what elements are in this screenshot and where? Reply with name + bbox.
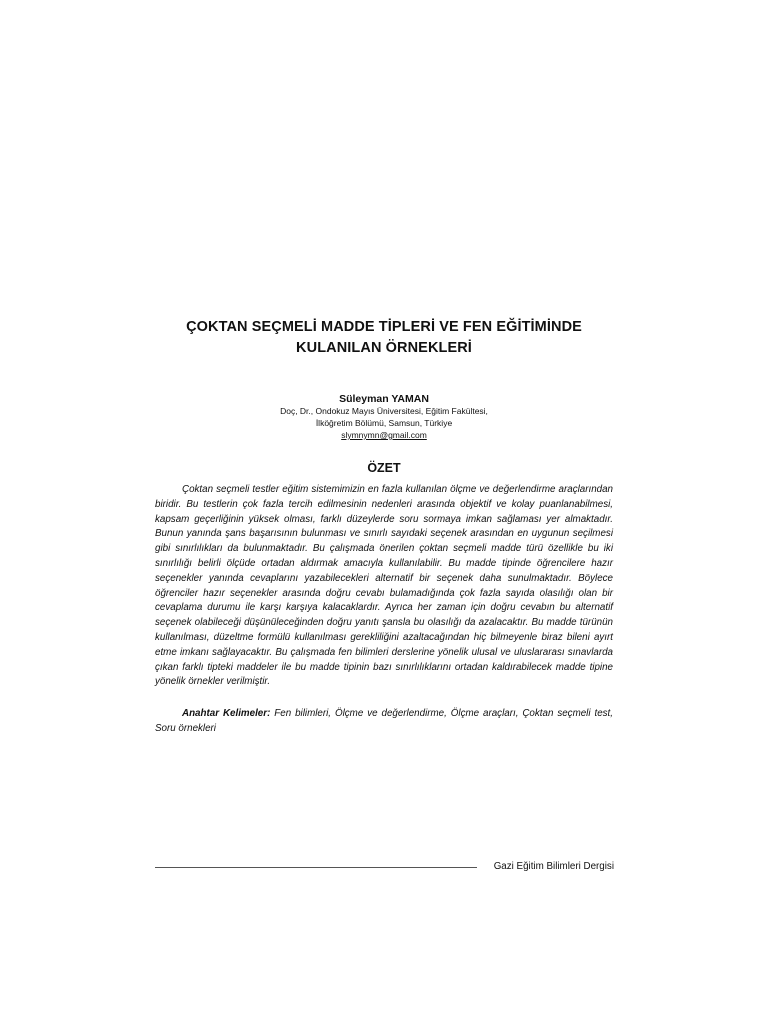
footer-journal-name: Gazi Eğitim Bilimleri Dergisi — [493, 861, 614, 872]
title-line-2: KULANILAN ÖRNEKLERİ — [296, 340, 472, 356]
author-affiliation-line-2: İlköğretim Bölümü, Samsun, Türkiye — [315, 417, 453, 428]
keywords-label: Anahtar Kelimeler: — [182, 708, 271, 719]
author-affiliation-line-1: Doç, Dr., Ondokuz Mayıs Üniversitesi, Eğitim Fakültesi, — [280, 406, 488, 416]
keywords — [155, 707, 613, 737]
author-block — [0, 392, 768, 441]
author-name: Süleyman YAMAN — [339, 393, 429, 405]
footer-divider — [155, 867, 477, 868]
abstract-text: Çoktan seçmeli testler eğitim sistemimizin en fazla kullanılan ölçme ve değerlendirme araçlarından biridir. Bu testlerin çok fazla tercih edilmesinin nedenleri arasında objektif ve kolay puanlanabilmesi, kapsam geçerliğinin yüksek olması, farklı düzeylerde soru sormaya imkan sağlaması yer almaktadır. Bunun yanında şans başarısının bulunması ve sınırlı sayıdaki seçenek arasından en uygunun seçilmesi gibi sınırlılıkları da bulunmaktadır. Bu çalışmada önerilen çoktan seçmeli madde türü özellikle bu iki sınırlılığı belirli ölçüde ortadan aldırmak amacıyla kullanılabilir. Bu madde tipinde öğrencilere hazır seçenekler yanında cevaplarını yazabilecekleri alternatif bir seçenek daha sunulmaktadır. Böylece öğrenciler hazır seçenekler arasında doğru cevabı bulamadığında çok fazla sayıda olasılığı olan bir cevaplama durumu ile karşı karşıya kalacaklardır. Ayrıca her zaman için doğru cevabın bu alternatif seçenek olabileceği düşünüleceğinden doğru yanıtı şansla bu olasılığı da azalacaktır. Bu madde türünün kullanılması, düzeltme formülü kullanılması gerekliliğini azaltacağından hiç bilmeyenle biraz bileni ayırt etme imkanı sağlayacaktır. Bu çalışmada fen bilimleri derslerine yönelik ulusal ve uluslararası sınavlarda çıkan farklı tipteki maddeler ile bu madde tipinin bazı sınırlılıklarını ortadan kaldırabilecek madde tipine yönelik örnekler verilmiştir. — [155, 484, 613, 688]
title-line-1: ÇOKTAN SEÇMELİ MADDE TİPLERİ VE FEN EĞİTİMİNDE — [186, 319, 582, 335]
abstract-heading: ÖZET — [367, 461, 401, 475]
abstract — [155, 483, 613, 690]
paper-title — [0, 317, 768, 359]
keywords-text: Fen bilimleri, Ölçme ve değerlendirme, Ölçme araçları, Çoktan seçmeli test, Soru örnekleri — [155, 708, 613, 734]
author-email-link[interactable]: slymnymn@gmail.com — [341, 430, 427, 440]
